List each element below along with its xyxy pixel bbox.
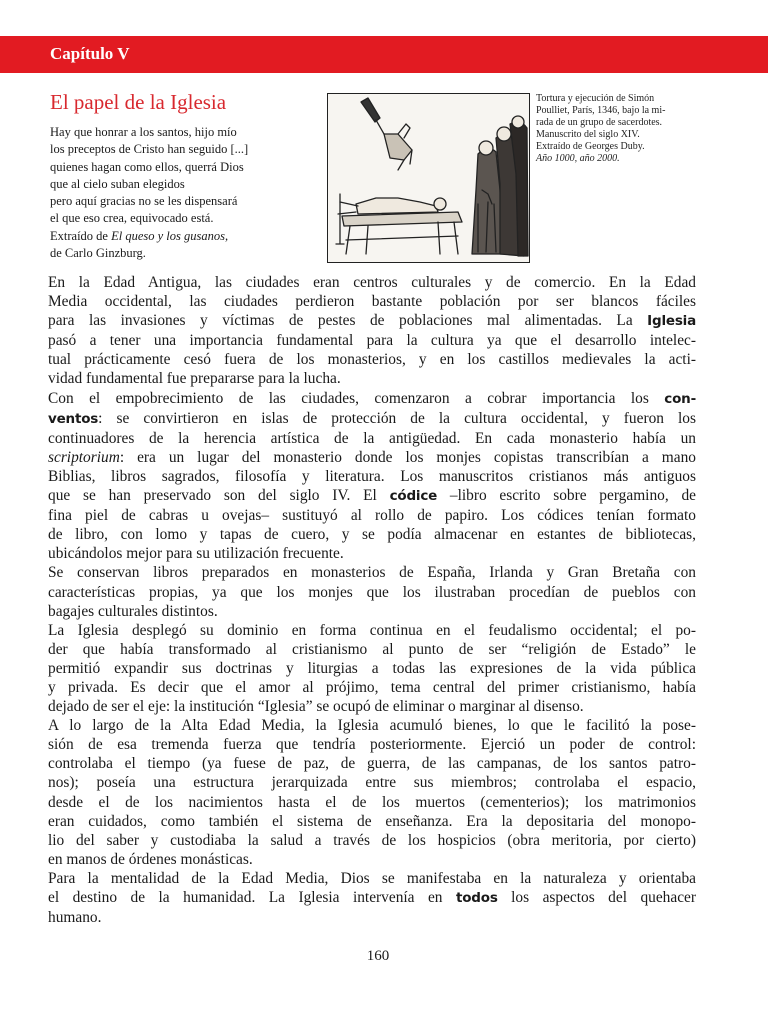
page-number: 160 [366,948,390,964]
body-text-run: –libro escrito sobre pergamino, de [437,487,696,505]
body-text-run: Con el empobrecimiento de las ciudades, comenzaron a cobrar importancia los [48,389,665,407]
caption-line: Tortura y ejecución de Simón [536,93,655,104]
body-line: ubicándolos mejor para su utilización frecuente. [48,545,344,563]
body-line: Para la mentalidad de la Edad Media, Dios se manifestaba en la naturaleza y orientaba [48,869,696,887]
body-line: humano. [48,909,102,927]
epigraph-quote [50,124,320,262]
chapter-header-band [0,36,768,73]
epigraph-line: pero aquí gracias no se les dispensará [50,194,238,209]
body-line: nos); poseía una estructura jerarquizada entre sus miembros; controlaba el espacio, [48,774,696,792]
body-line [48,311,696,331]
caption-line: Extraído de Georges Duby. [536,140,645,152]
body-text-run: : era un lugar del monasterio donde los monjes copistas transcribían a mano [119,448,696,466]
body-line: y privada. Es decir que el amor al prójimo, tema central del primer cristianismo, había [48,678,696,696]
body-text-run: que se han preservado son del siglo IV. El [48,487,390,505]
body-line: A lo largo de la Alta Edad Media, la Iglesia acumuló bienes, lo que le facilitó la pose- [48,717,696,735]
body-line: En la Edad Antigua, las ciudades eran centros culturales y de comercio. En la Edad [48,274,696,291]
body-line: La Iglesia desplegó su dominio en forma continua en el feudalismo occidental; el po- [48,621,696,639]
keyword-codice: códice [389,488,438,505]
epigraph-line: los preceptos de Cristo han seguido [...] [50,142,249,157]
epigraph-line: Hay que honrar a los santos, hijo mío [50,125,237,139]
keyword-conventos: ventos [48,410,99,427]
body-line: Media occidental, las ciudades perdieron bastante población por ser blancos fáciles [48,293,696,311]
body-line: controlaba el tiempo (ya fuese de paz, de guerra, de las campanas, de los santos patro- [48,755,696,773]
body-line: pasó a tener una importancia fundamental para la cultura ya que el desarrollo intelec- [48,332,696,350]
body-line: lio del saber y custodiaba la salud a través de los hospicios (obra meritoria, por cierto) [48,831,696,849]
body-text-run: : se convirtieron en islas de protección de la cultura occidental, y fueron los [98,409,696,427]
body-line: Biblias, libros sagrados, filosofía y literatura. Los manuscritos cristianos más antiguos [48,467,696,485]
body-line [48,448,696,467]
body-line: fina piel de cabras u ovejas– sustituyó al rollo de papiro. Los códices tenían formato [48,507,696,525]
body-line [48,409,696,429]
body-line [48,486,696,506]
body-text-run: para las invasiones y víctimas de pestes de poblaciones mal alimentadas. La [48,312,648,330]
body-line: eran cuidados, como también el sistema de enseñanza. Era la depositaria del monopo- [48,812,696,830]
torture-illustration [327,93,530,263]
epigraph-source-prefix: Extraído de [50,228,112,243]
body-line [48,888,696,908]
body-line: continuadores de la herencia artística de la antigüedad. En cada monasterio había un [48,429,696,447]
body-line: dejado de ser el eje: la institución “Iglesia” se ocupó de eliminar o marginar al disenso. [48,698,584,716]
body-line: vidad fundamental fue prepararse para la lucha. [48,370,341,388]
body-line: en manos de órdenes monásticas. [48,850,253,868]
body-line: desde el de los nacimientos hasta el de los muertos (cementerios); los matrimonios [48,793,696,811]
section-title: El papel de la Iglesia [50,90,227,114]
body-text-run: los aspectos del quehacer [497,889,696,906]
body-line: bagajes culturales distintos. [48,602,218,620]
caption-source-title: Año 1000, año 2000. [536,152,620,164]
body-line [48,389,696,409]
epigraph-line: que al cielo suban elegidos [50,176,185,191]
body-text-run: el destino de la humanidad. La Iglesia intervenía en [48,889,456,906]
epigraph-source-title: El queso y los gusanos, [111,228,229,243]
body-line: sión de esa tremenda fuerza que tendría posteriormente. Ejerció un poder de control: [48,736,696,754]
manuscript-drawing [328,94,529,262]
caption-line: Manuscrito del siglo XIV. [536,128,640,140]
body-line: características propias, ya que los monjes que los ilustraban procedían de pueblos con [48,583,696,601]
caption-line: rada de un grupo de sacerdotes. [536,116,663,128]
keyword-iglesia: Iglesia [647,313,696,330]
caption-source [536,153,704,165]
body-line: permitió expandir sus doctrinas y liturgias a todas las expresiones de la vida pública [48,659,696,677]
body-line: Se conservan libros preparados en monasterios de España, Irlanda y Gran Bretaña con [48,564,696,582]
epigraph-line: quienes hagan como ellos, querrá Dios [50,159,244,174]
body-line: de libro, con lomo y tapas de cuero, y se podía almacenar en estantes de bibliotecas, [48,526,696,544]
body-line: der que había transformado al cristianismo al punto de ser “religión de Estado” le [48,640,696,658]
caption-line: Poulliet, París, 1346, bajo la mi- [536,104,666,116]
term-scriptorium: scriptorium [48,448,120,466]
epigraph-source [50,228,320,245]
epigraph-line: el que eso crea, equivocado está. [50,211,214,226]
keyword-todos: todos [455,890,498,906]
figure-caption [536,93,704,164]
keyword-conventos: con- [664,390,696,407]
chapter-label: Capítulo V [50,44,130,63]
body-line: tual prácticamente cesó fuera de los monasterios, y en los castillos medievales la acti- [48,351,696,369]
epigraph-source-author: de Carlo Ginzburg. [50,246,146,261]
body-text [48,273,696,927]
